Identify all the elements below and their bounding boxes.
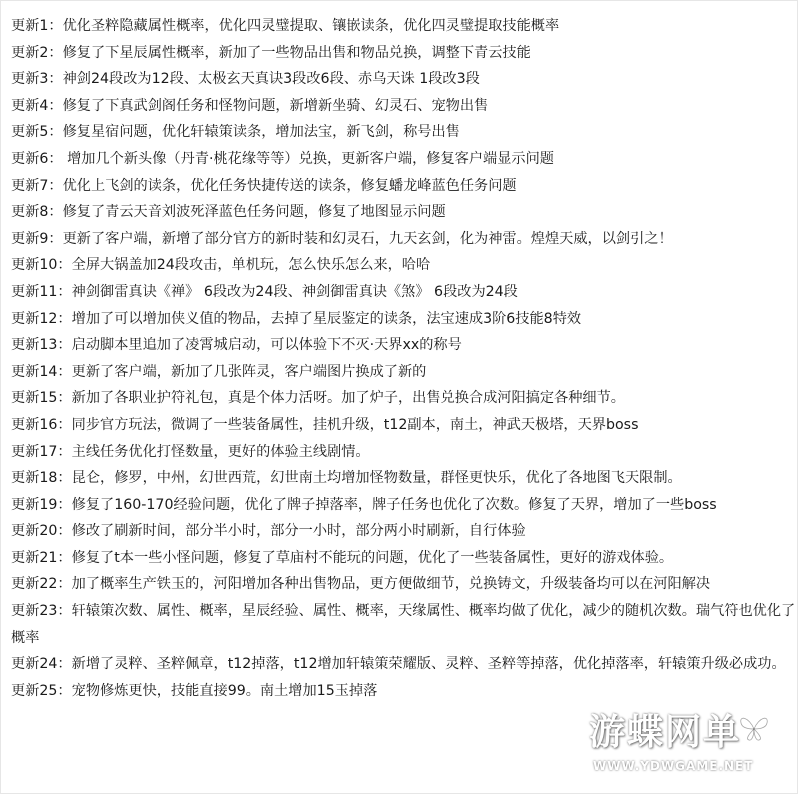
entry-label: 更新20： (11, 523, 72, 540)
entry-text: 神剑24段改为12段、太极玄天真诀3段改6段、赤乌天诛 1段改3段 (62, 71, 480, 88)
entry-label: 更新3： (11, 71, 63, 88)
entry-text: 更新了客户端，新加了几张阵灵，客户端图片换成了新的 (71, 363, 427, 380)
watermark-url: WWW.YDWGAME.NET (593, 759, 754, 773)
watermark (589, 713, 779, 783)
changelog-entry (11, 571, 797, 598)
entry-text: 修复了t本一些小怪问题，修复了草庙村不能玩的问题，优化了一些装备属性，更好的游戏体验。 (71, 549, 674, 566)
changelog-entry (11, 598, 797, 651)
changelog-entry (11, 279, 797, 306)
entry-label: 更新21： (11, 549, 72, 566)
entry-label: 更新8： (11, 204, 63, 221)
entry-label: 更新7： (11, 177, 63, 194)
entry-text: 宠物修炼更快，技能直接99。南土增加15玉掉落 (71, 682, 378, 699)
changelog-entry (11, 119, 797, 146)
entry-label: 更新10： (11, 257, 72, 274)
entry-label: 更新6： (11, 150, 63, 167)
entry-text: 新加了各职业护符礼包，真是个体力活呀。加了炉子，出售兑换合成河阳搞定各种细节。 (71, 390, 625, 407)
entry-label: 更新2： (11, 44, 63, 61)
entry-text: 增加了可以增加侠义值的物品，去掉了星辰鉴定的读条，法宝速成3阶6技能8特效 (71, 310, 582, 327)
entry-text: 更新了客户端，新增了部分官方的新时装和幻灵石，九天玄剑，化为神雷。煌煌天威，以剑引之！ (62, 230, 673, 247)
entry-label: 更新13： (11, 337, 72, 354)
changelog-entry (11, 678, 797, 705)
entry-label: 更新18： (11, 470, 72, 487)
changelog-entry (11, 492, 797, 519)
entry-label: 更新24： (11, 656, 72, 673)
entry-text: 同步官方玩法，微调了一些装备属性，挂机升级，t12副本，南土，神武天极塔，天界boss (71, 416, 639, 433)
entry-text: 修复了下星辰属性概率，新加了一些物品出售和物品兑换，调整下青云技能 (62, 44, 531, 61)
entry-text: 全屏大锅盖加24段攻击，单机玩，怎么快乐怎么来，哈哈 (71, 257, 431, 274)
entry-label: 更新17： (11, 443, 72, 460)
entry-label: 更新19： (11, 496, 72, 513)
changelog-entry (11, 306, 797, 333)
changelog-entry (11, 13, 797, 40)
changelog-entry (11, 518, 797, 545)
entry-label: 更新1： (11, 18, 63, 34)
entry-text: 修复了青云天音刘波死泽蓝色任务问题，修复了地图显示问题 (62, 204, 446, 221)
changelog-entry (11, 146, 797, 173)
entry-label: 更新5： (11, 124, 63, 141)
changelog-entry (11, 93, 797, 120)
entry-text: 增加几个新头像（丹青·桃花缘等等）兑换，更新客户端，修复客户端显示问题 (62, 150, 554, 167)
entry-label: 更新14： (11, 363, 72, 380)
entry-text: 修复了下真武剑阁任务和怪物问题，新增新坐骑、幻灵石、宠物出售 (62, 97, 489, 114)
changelog-entry (11, 66, 797, 93)
entry-label: 更新9： (11, 230, 63, 247)
entry-label: 更新4： (11, 97, 63, 114)
entry-text: 优化圣粹隐藏属性概率，优化四灵璧提取、镶嵌读条，优化四灵璧提取技能概率 (62, 18, 560, 34)
changelog-entry (11, 173, 797, 200)
changelog-entry (11, 651, 797, 678)
entry-label: 更新12： (11, 310, 72, 327)
watermark-title: 游蝶网单 (589, 712, 742, 753)
entry-label: 更新16： (11, 416, 72, 433)
changelog-entry (11, 465, 797, 492)
entry-label: 更新15： (11, 390, 72, 407)
changelog-list (11, 13, 797, 704)
entry-label: 更新25： (11, 682, 72, 699)
changelog-entry (11, 359, 797, 386)
changelog-entry (11, 412, 797, 439)
changelog-entry (11, 385, 797, 412)
entry-text: 新增了灵粹、圣粹佩章，t12掉落，t12增加轩辕策荣耀版、灵粹、圣粹等掉落，优化掉落率，轩辕策升级必成功。 (71, 656, 786, 673)
entry-label: 更新22： (11, 576, 72, 593)
entry-text: 优化上飞剑的读条，优化任务快捷传送的读条，修复蟠龙峰蓝色任务问题 (62, 177, 517, 194)
entry-label: 更新11： (11, 283, 72, 300)
changelog-entry (11, 226, 797, 253)
entry-text: 轩辕策次数、属性、概率，星辰经验、属性、概率，天缘属性、概率均做了优化，减少的随机次数。瑞气符也优化了概率 (11, 603, 796, 646)
changelog-entry (11, 252, 797, 279)
entry-text: 修复了160-170经验问题，优化了牌子掉落率，牌子任务也优化了次数。修复了天界，增加了一些boss (71, 496, 717, 513)
changelog-entry (11, 439, 797, 466)
entry-text: 加了概率生产铁玉的，河阳增加各种出售物品，更方便做细节，兑换铸文，升级装备均可以在河阳解决 (71, 576, 711, 593)
changelog-entry (11, 199, 797, 226)
changelog-entry (11, 40, 797, 67)
entry-label: 更新23： (11, 603, 72, 620)
entry-text: 修改了刷新时间，部分半小时，部分一小时，部分两小时刷新，自行体验 (71, 523, 526, 540)
entry-text: 修复星宿问题，优化轩辕策读条，增加法宝，新飞剑，称号出售 (62, 124, 460, 141)
entry-text: 神剑御雷真诀《禅》 6段改为24段、神剑御雷真诀《煞》 6段改为24段 (71, 283, 518, 300)
butterfly-icon (737, 713, 771, 743)
changelog-entry (11, 332, 797, 359)
changelog-entry (11, 545, 797, 572)
entry-text: 主线任务优化打怪数量，更好的体验主线剧情。 (71, 443, 370, 460)
entry-text: 昆仑，修罗，中州，幻世西荒，幻世南土均增加怪物数量，群怪更快乐，优化了各地图飞天限制。 (71, 470, 682, 487)
entry-text: 启动脚本里追加了凌霄城启动，可以体验下不灭·天界xx的称号 (71, 337, 462, 354)
